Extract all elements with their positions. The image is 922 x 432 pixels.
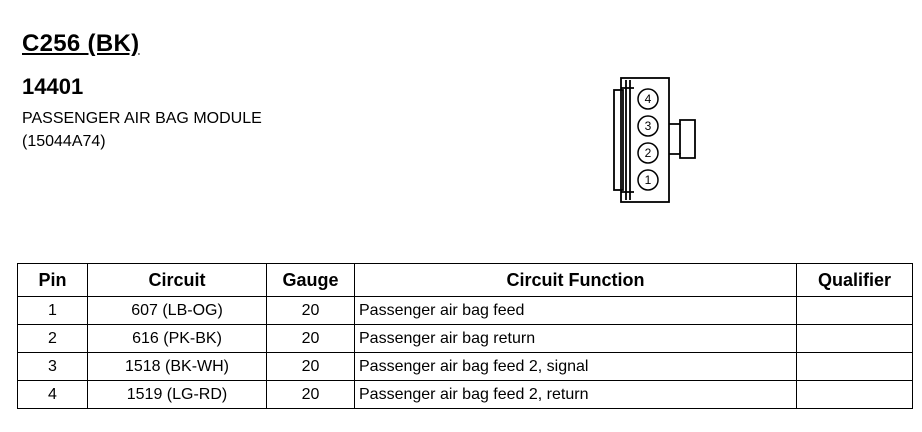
component-code: (15044A74) (22, 133, 106, 150)
connector-face-diagram (610, 72, 700, 212)
pin-cell: 3 (18, 353, 88, 381)
part-number: 14401 (22, 74, 84, 99)
header-qualifier: Qualifier (797, 264, 913, 297)
qualifier-cell (797, 297, 913, 325)
function-cell: Passenger air bag feed (355, 297, 797, 325)
pin-cell: 4 (18, 381, 88, 409)
header-pin: Pin (18, 264, 88, 297)
qualifier-cell (797, 325, 913, 353)
table-header-row (18, 264, 913, 297)
table-row (18, 353, 913, 381)
connector-latch (669, 120, 695, 158)
pin-2-label: 2 (644, 146, 652, 160)
pin-cell: 1 (18, 297, 88, 325)
function-cell: Passenger air bag return (355, 325, 797, 353)
circuit-cell: 607 (LB-OG) (88, 297, 267, 325)
circuit-cell: 1519 (LG-RD) (88, 381, 267, 409)
table-row (18, 297, 913, 325)
pin-3-label: 3 (644, 119, 652, 133)
pin-cell: 2 (18, 325, 88, 353)
component-description (22, 107, 262, 153)
circuit-cell: 616 (PK-BK) (88, 325, 267, 353)
pin-1-label: 1 (644, 173, 652, 187)
qualifier-cell (797, 381, 913, 409)
header-circuit-function: Circuit Function (355, 264, 797, 297)
table-row (18, 325, 913, 353)
function-cell: Passenger air bag feed 2, return (355, 381, 797, 409)
table-row (18, 381, 913, 409)
gauge-cell: 20 (267, 353, 355, 381)
gauge-cell: 20 (267, 325, 355, 353)
function-cell: Passenger air bag feed 2, signal (355, 353, 797, 381)
pinout-table (17, 263, 913, 409)
circuit-cell: 1518 (BK-WH) (88, 353, 267, 381)
gauge-cell: 20 (267, 381, 355, 409)
header-circuit: Circuit (88, 264, 267, 297)
component-name: PASSENGER AIR BAG MODULE (22, 110, 262, 127)
connector-id: C256 (BK) (22, 30, 140, 57)
gauge-cell: 20 (267, 297, 355, 325)
pin-4-label: 4 (644, 92, 652, 106)
header-gauge: Gauge (267, 264, 355, 297)
qualifier-cell (797, 353, 913, 381)
